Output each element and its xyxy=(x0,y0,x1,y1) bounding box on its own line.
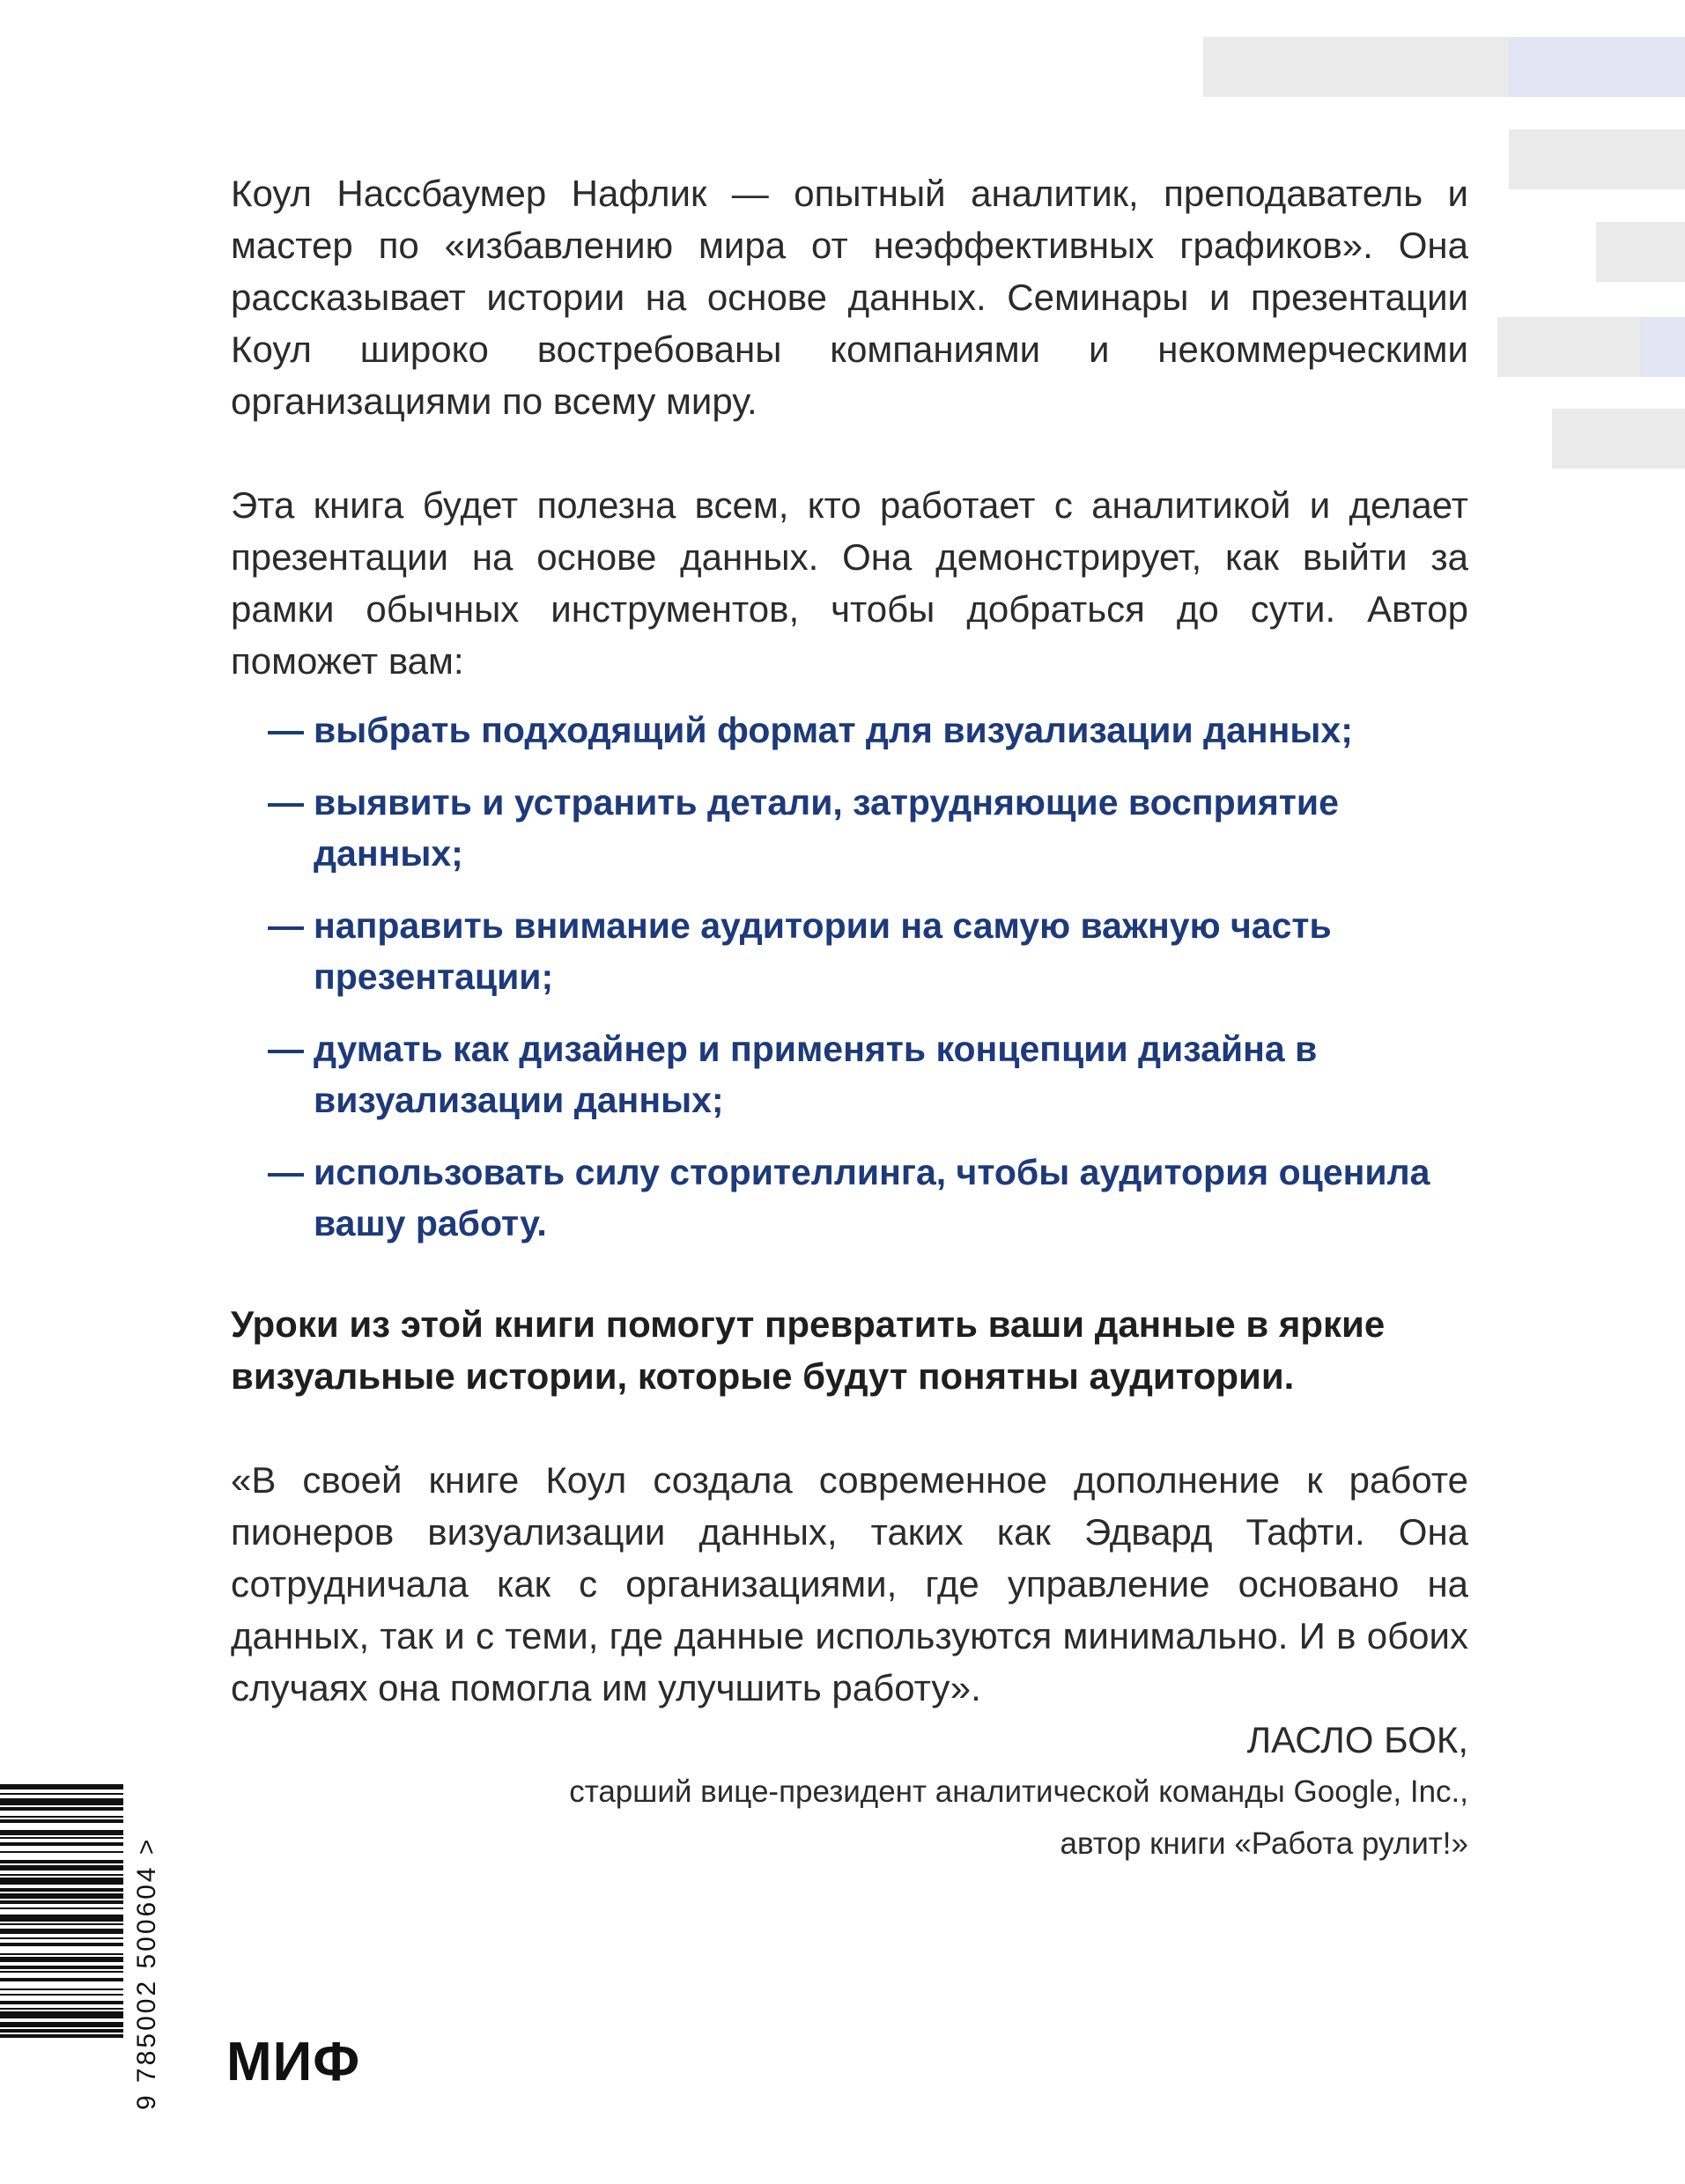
barcode-bar xyxy=(0,1819,123,1823)
barcode-bar xyxy=(0,1842,123,1846)
barcode-bar xyxy=(0,1929,123,1934)
isbn-barcode xyxy=(0,1777,164,2114)
barcode-number: 9 785002 500604 > xyxy=(132,1836,161,2110)
list-dash: — xyxy=(268,710,304,750)
barcode-bar xyxy=(0,2001,123,2004)
barcode-bar xyxy=(0,1878,123,1885)
barcode-bar xyxy=(0,1851,123,1853)
barcode-bar xyxy=(0,1784,123,1789)
list-item: — выявить и устранить детали, затрудняющие восприятие данных; xyxy=(231,777,1468,879)
back-cover-text xyxy=(231,167,1468,1870)
quote-author-book: автор книги «Работа рулит!» xyxy=(1060,1826,1468,1861)
list-dash: — xyxy=(268,905,304,946)
barcode-bar xyxy=(0,1888,123,1892)
barcode-bar xyxy=(0,1957,123,1962)
list-dash: — xyxy=(268,1152,304,1192)
list-dash: — xyxy=(268,1029,304,1069)
barcode-bar xyxy=(0,1874,123,1876)
quote-author-role: старший вице-президент аналитической команды Google, Inc., xyxy=(569,1774,1468,1809)
decor-bar-5 xyxy=(1552,409,1685,469)
barcode-bar xyxy=(0,1915,123,1922)
barcode-bar xyxy=(0,1923,123,1925)
barcode-bar xyxy=(0,1953,123,1955)
barcode-bar xyxy=(0,1937,123,1939)
barcode-bar xyxy=(0,1816,123,1818)
list-item: — выбрать подходящий формат для визуализации данных; xyxy=(231,705,1468,756)
decor-bar-1-accent xyxy=(1509,37,1685,97)
barcode-bar xyxy=(0,1943,123,1946)
benefits-list xyxy=(231,705,1468,1249)
list-item: — направить внимание аудитории на самую важную часть презентации; xyxy=(231,900,1468,1002)
barcode-bar xyxy=(0,1966,123,1969)
list-item: — использовать силу сторителлинга, чтобы аудитория оценила вашу работу. xyxy=(231,1147,1468,1249)
barcode-bar xyxy=(0,1830,123,1835)
barcode-bar xyxy=(0,1907,123,1909)
decor-bar-3 xyxy=(1596,222,1685,282)
barcode-bar xyxy=(0,2029,123,2033)
quote-author: ЛАСЛО БОК, xyxy=(1246,1719,1468,1760)
barcode-bar xyxy=(0,1978,123,1981)
decor-bar-4 xyxy=(1497,317,1640,377)
barcode-bar xyxy=(0,1893,123,1899)
barcode-bar xyxy=(0,1837,123,1839)
barcode-bar xyxy=(0,2022,123,2027)
barcode-bar xyxy=(0,1807,123,1811)
review-quote: «В своей книге Коул создала современное дополнение к работе пионеров визуализации данных, таких как Эдвард Тафти. Она сотрудничала как с организациями, где управление основано на данных, так и с теми, где данные используются минимально. И в обоих случаях она помогла им улучшить работу». xyxy=(231,1459,1468,1708)
barcode-bars xyxy=(0,1784,123,2038)
decor-bar-1 xyxy=(1203,37,1509,97)
barcode-bar xyxy=(0,2034,123,2038)
barcode-bar xyxy=(0,1860,123,1863)
author-bio: Коул Нассбаумер Нафлик — опытный аналитик, преподаватель и мастер по «избавлению мира от неэффективных графиков». Она рассказывает истории на основе данных. Семинары и презентации Коул широко востребованы компаниями и некоммерческими организациями по всему миру. xyxy=(231,173,1468,422)
barcode-bar xyxy=(0,1798,123,1805)
barcode-bar xyxy=(0,1971,123,1973)
publisher-logo: МИФ xyxy=(226,2032,361,2092)
barcode-bar xyxy=(0,1865,123,1870)
list-dash: — xyxy=(268,782,304,823)
barcode-bar xyxy=(0,2008,123,2010)
summary-text: Уроки из этой книги помогут превратить ваши данные в яркие визуальные истории, которые будут понятны аудитории. xyxy=(231,1303,1386,1397)
barcode-bar xyxy=(0,2011,123,2018)
barcode-bar xyxy=(0,1988,123,1990)
decor-bar-4-accent xyxy=(1640,317,1685,377)
barcode-bar xyxy=(0,1793,123,1795)
barcode-bar xyxy=(0,1900,123,1904)
list-item: — думать как дизайнер и применять концепции дизайна в визуализации данных; xyxy=(231,1023,1468,1125)
decor-bar-2 xyxy=(1509,129,1685,189)
barcode-bar xyxy=(0,1994,123,1996)
book-description: Эта книга будет полезна всем, кто работает с аналитикой и делает презентации на основе данных. Она демонстрирует, как выйти за рамки обычных инструментов, чтобы добраться до сути. Автор поможет вам: xyxy=(231,484,1468,682)
